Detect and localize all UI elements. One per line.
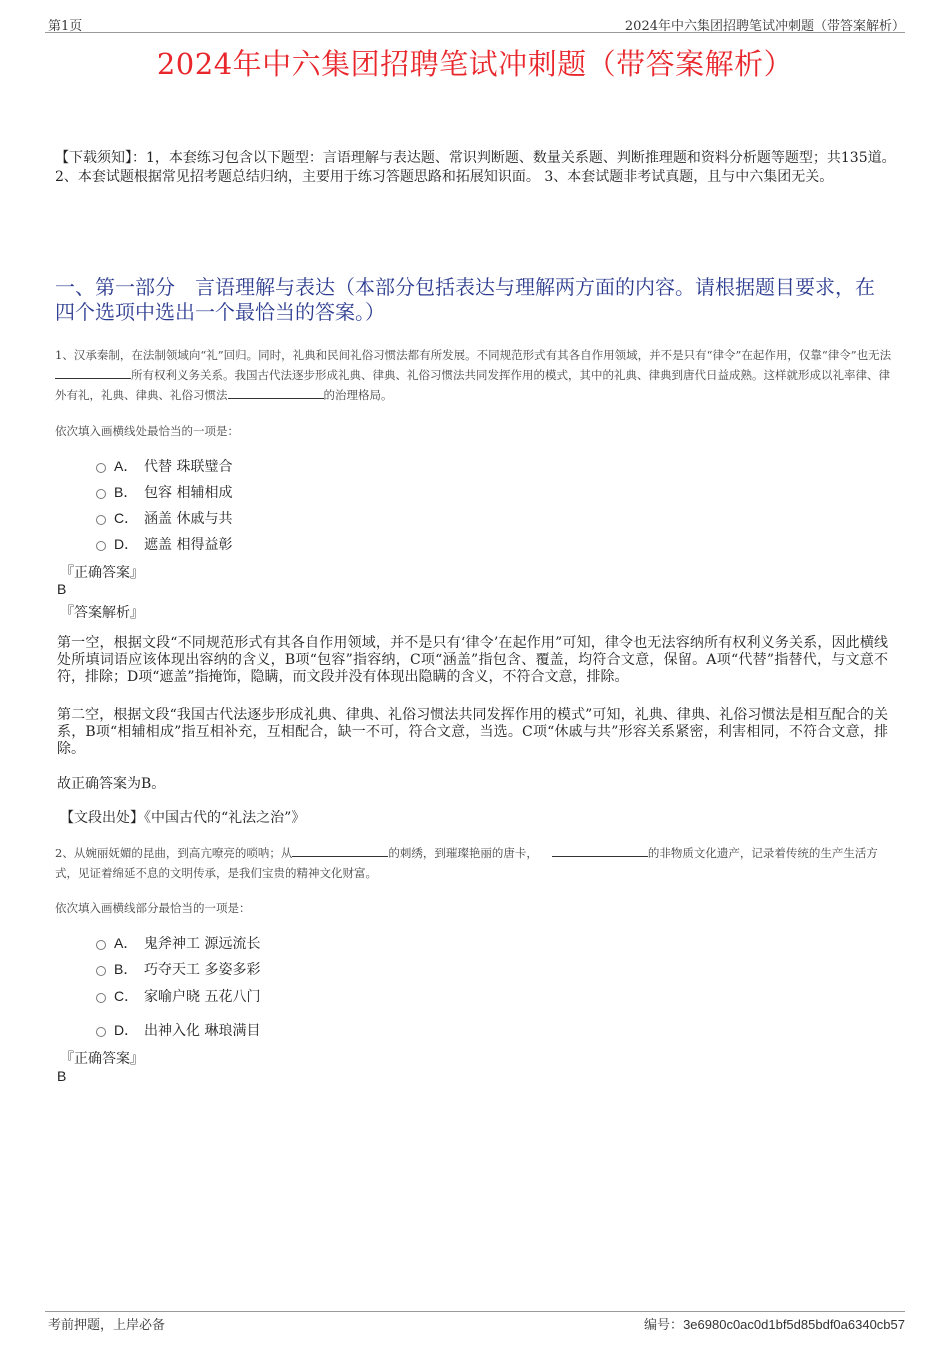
option-text: 包容 相辅相成	[144, 485, 233, 501]
option-text: 遮盖 相得益彰	[144, 537, 233, 553]
passage-source: 【文段出处】《中国古代的“礼法之治”》	[60, 810, 306, 826]
running-header-title: 2024年中六集团招聘笔试冲刺题（带答案解析）	[624, 19, 905, 34]
document-title: 2024年中六集团招聘笔试冲刺题（带答案解析）	[156, 47, 794, 81]
header-divider	[45, 32, 905, 33]
question-1-text-b: 所有权利义务关系。我国古代法逐步形成礼典、律典、礼俗习惯法共同发挥作用的模式，其中的礼典、律典到唐代日益成熟。这样就形成以礼率律、律外有礼，礼典、律典、礼俗习惯法	[55, 368, 890, 402]
question-2-option-b[interactable]	[96, 959, 260, 979]
radio-icon[interactable]	[96, 940, 106, 950]
footer-divider	[45, 1311, 905, 1312]
question-1-option-a[interactable]	[96, 456, 232, 476]
question-1-answer: B	[57, 581, 67, 597]
radio-icon[interactable]	[96, 515, 106, 525]
analysis-paragraph-1: 第一空，根据文段“不同规范形式有其各自作用领域，并不是只有‘律令’在起作用”可知，律令也无法容纳所有权利义务关系，因此横线处所填词语应该体现出容纳的含义，B项“包容”指容纳，C项“涵盖”指包含、覆盖，均符合文意，保留。A项“代替”指替代，与文意不符，排除；D项“遮盖”指掩饰，隐瞒，而文段并没有体现出隐瞒的含义，不符合文意，排除。	[57, 635, 888, 685]
question-2-answer-label: 『正确答案』	[60, 1051, 144, 1067]
option-text: 鬼斧神工 源远流长	[144, 936, 261, 952]
option-letter: B．	[114, 484, 138, 500]
document-code-label: 编号：	[644, 1318, 684, 1333]
answer-blank-2	[552, 843, 648, 857]
question-2-text-b: 的刺绣，到璀璨艳丽的唐卡，	[388, 846, 538, 860]
question-1-text-c: 的治理格局。	[323, 388, 393, 402]
question-2-text	[55, 843, 895, 883]
option-letter: C．	[114, 510, 139, 526]
question-1-option-c[interactable]	[96, 508, 232, 528]
option-letter: A．	[114, 935, 138, 951]
radio-icon[interactable]	[96, 993, 106, 1003]
question-2-option-d[interactable]	[96, 1020, 260, 1040]
radio-icon[interactable]	[96, 463, 106, 473]
option-letter: D．	[114, 536, 139, 552]
question-1-text	[55, 345, 895, 405]
document-code-value: 3e6980c0ac0d1bf5d85bdf0a6340cb57	[683, 1317, 905, 1332]
option-letter: D．	[114, 1022, 139, 1038]
question-2-text-c: 的非物质文化遗产，记录着传统的生产生活方式，见证着绵延不息的文明传承，是我们宝贵的精神文化财富。	[55, 846, 878, 880]
question-2-prompt: 依次填入画横线部分最恰当的一项是：	[55, 901, 251, 915]
option-text: 代替 珠联璧合	[144, 459, 233, 475]
page-number: 第1页	[48, 19, 83, 34]
radio-icon[interactable]	[96, 966, 106, 976]
answer-blank-1	[292, 843, 388, 857]
option-text: 巧夺天工 多姿多彩	[144, 962, 261, 978]
answer-blank-1	[55, 365, 131, 379]
question-1-analysis-label: 『答案解析』	[60, 605, 144, 621]
question-2-option-a[interactable]	[96, 933, 260, 953]
question-2-answer: B	[57, 1068, 67, 1084]
radio-icon[interactable]	[96, 1027, 106, 1037]
question-2-text-a: 2、从婉丽妩媚的昆曲，到高亢嘹亮的唢呐；从	[55, 846, 293, 860]
radio-icon[interactable]	[96, 489, 106, 499]
question-1-prompt: 依次填入画横线处最恰当的一项是：	[55, 424, 239, 438]
download-notice: 【下载须知】：1，本套练习包含以下题型：言语理解与表达题、常识判断题、数量关系题、判断推理题和资料分析题等题型；共135道。 2、本套试题根据常见招考题总结归纳，主要用于练习答题思路和拓展知识面。 3、本套试题非考试真题，且与中六集团无关。	[55, 150, 896, 185]
answer-blank-2	[228, 385, 324, 399]
radio-icon[interactable]	[96, 541, 106, 551]
option-letter: A．	[114, 458, 138, 474]
section-heading: 一、第一部分 言语理解与表达（本部分包括表达与理解两方面的内容。请根据题目要求，在四个选项中选出一个最恰当的答案。）	[55, 275, 875, 324]
analysis-paragraph-2: 第二空，根据文段“我国古代法逐步形成礼典、律典、礼俗习惯法共同发挥作用的模式”可知，礼典、律典、礼俗习惯法是相互配合的关系，B项“相辅相成”指互相补充，互相配合，缺一不可，符合文意，当选。C项“休戚与共”形容关系紧密，利害相同，不符合文意，排除。	[57, 707, 888, 757]
question-1-option-d[interactable]	[96, 534, 232, 554]
option-letter: C．	[114, 988, 139, 1004]
footer-slogan: 考前押题，上岸必备	[48, 1318, 166, 1333]
option-text: 涵盖 休戚与共	[144, 511, 233, 527]
question-1-text-a: 1、汉承秦制，在法制领域向“礼”回归。同时，礼典和民间礼俗习惯法都有所发展。不同规范形式有其各自作用领域，并不是只有“律令”在起作用，仅靠“律令”也无法	[55, 348, 892, 362]
option-letter: B．	[114, 961, 138, 977]
option-text: 出神入化 琳琅满目	[144, 1023, 261, 1039]
analysis-conclusion: 故正确答案为B。	[57, 776, 166, 792]
option-text: 家喻户晓 五花八门	[144, 989, 261, 1005]
question-1-option-b[interactable]	[96, 482, 232, 502]
question-1-answer-label: 『正确答案』	[60, 565, 144, 581]
question-2-option-c[interactable]	[96, 986, 260, 1006]
document-code	[644, 1314, 905, 1333]
